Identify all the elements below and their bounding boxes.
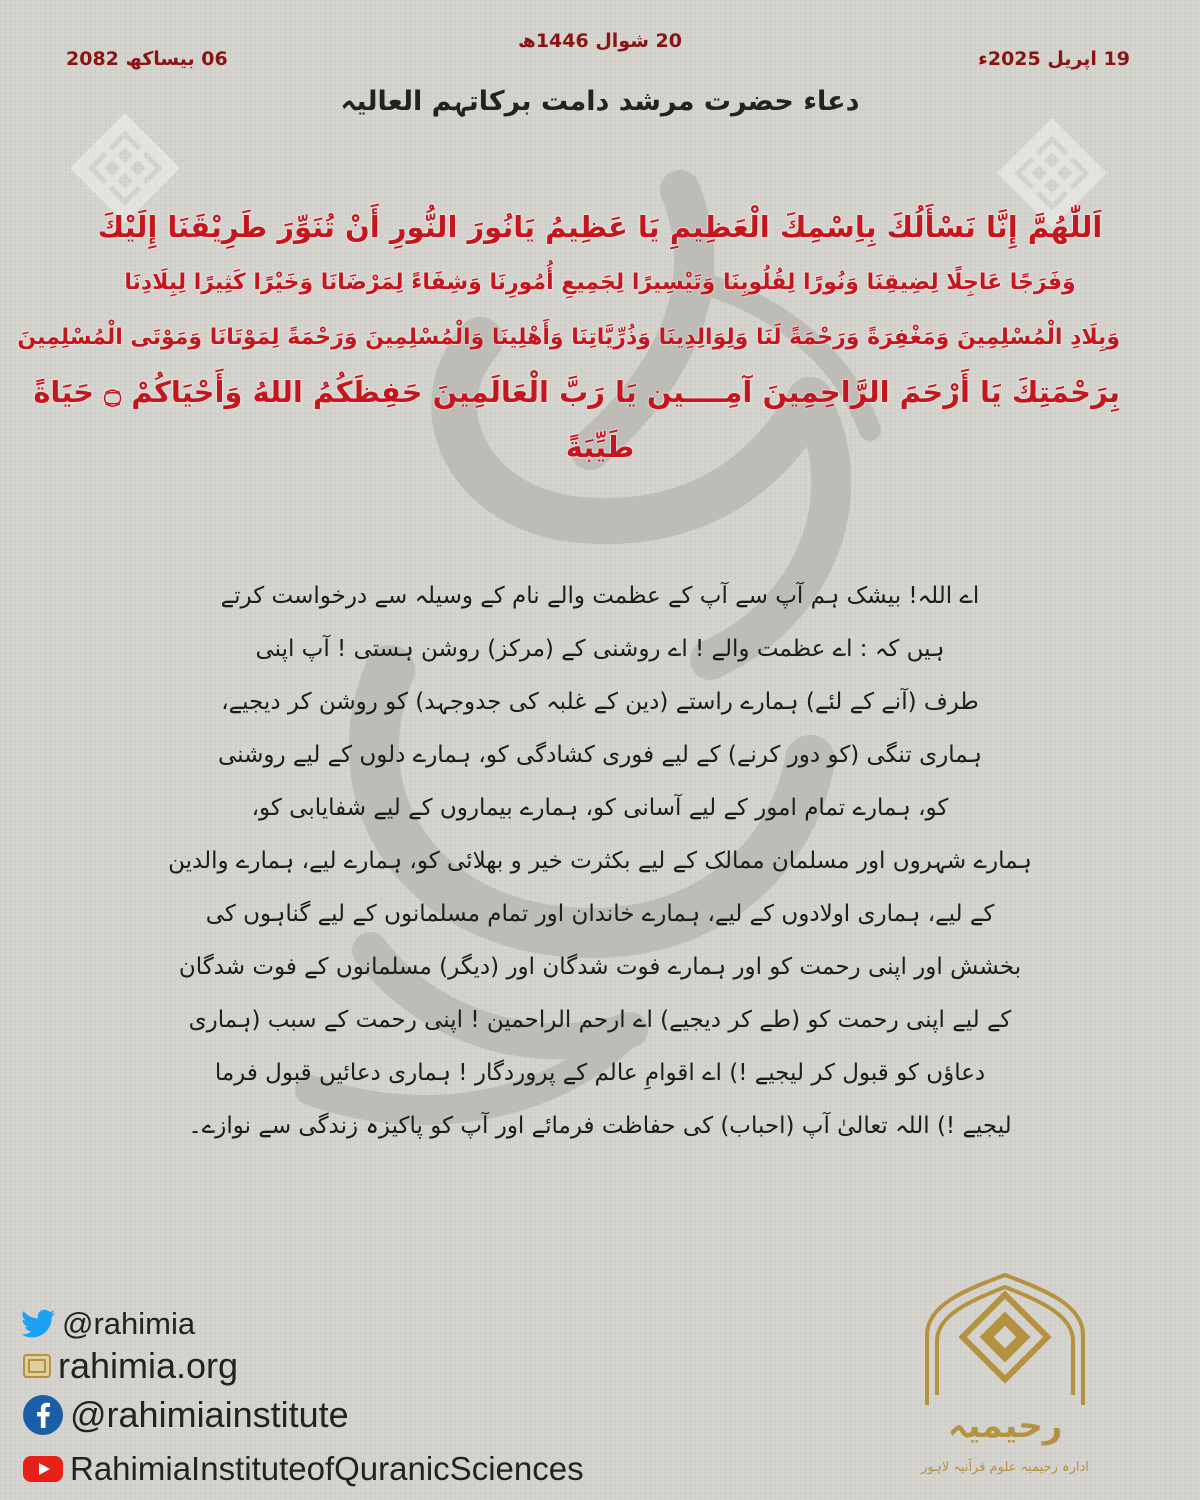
gregorian-date: 19 اپریل 2025ء [978,48,1130,70]
logo-subtitle: ادارہ رحیمیہ علوم قرآنیہ لاہور [921,1460,1089,1475]
urdu-translation-line: اے اللہ! بیشک ہم آپ سے آپ کے عظمت والے نام کے وسیلہ سے درخواست کرتے [220,583,980,609]
arabic-dua-line: بِرَحْمَتِكَ يَا أَرْحَمَ الرَّاحِمِينَ آمِــــين يَا رَبَّ الْعَالَمِينَ حَفِظَكُمُ اللهُ وَأَحْيَاكُمْ ۝ حَيَاةً [33,375,1120,409]
arabic-dua-line: وَبِلَادِ الْمُسْلِمِينَ وَمَغْفِرَةً وَرَحْمَةً لَنَا وَلِوَالِدِينَا وَذُرِّيَّاتِنَا وَأَهْلِينَا وَالْمُسْلِمِينَ وَرَحْمَةً لِمَوْتَانَا وَمَوْتَى الْمُسْلِمِينَ [17,325,1120,350]
urdu-translation-line: لیجیے !) اللہ تعالیٰ آپ (احباب) کی حفاظت فرمائے اور آپ کو پاکیزہ زندگی سے نوازے۔ [188,1113,1012,1139]
urdu-translation-line: ہماری تنگی (کو دور کرنے) کے لیے فوری کشادگی کو، ہمارے دلوں کے لیے روشنی [218,742,982,768]
urdu-translation-line: طرف (آنے کے لئے) ہمارے راستے (دین کے غلبہ کی جدوجہد) کو روشن کر دیجیے، [221,689,979,715]
facebook-icon [22,1394,64,1436]
rahimia-logo-icon [915,1265,1095,1490]
website-url: rahimia.org [58,1345,239,1386]
urdu-translation-line: بخشش اور اپنی رحمت کو اور ہمارے فوت شدگان اور (دیگر) مسلمانوں کے فوت شدگان [178,954,1022,980]
urdu-translation-line: ہیں کہ : اے عظمت والے ! اے روشنی کے (مرکز) روشن ہستی ! آپ اپنی [255,636,945,662]
urdu-translation [150,570,1050,1153]
facebook-link[interactable] [22,1394,349,1436]
twitter-handle: @rahimia [62,1306,196,1341]
urdu-translation-line: کو، ہمارے تمام امور کے لیے آسانی کو، ہمارے بیماروں کے لیے شفایابی کو، [251,795,949,821]
website-icon [22,1351,52,1381]
urdu-translation-line: دعاؤں کو قبول کر لیجیے !) اے اقوامِ عالم کے پروردگار ! ہماری دعائیں قبول فرما [214,1060,986,1086]
twitter-link[interactable] [22,1306,195,1342]
youtube-channel: RahimiaInstituteofQuranicSciences [70,1450,584,1487]
urdu-translation-line: کے لیے، ہماری اولادوں کے لیے، ہمارے خاندان اور تمام مسلمانوں کے لیے گناہوں کی [205,901,995,927]
logo-name: رحیمیہ [947,1406,1063,1446]
bikrami-date: 06 بیساکھ 2082 [66,48,228,70]
arabic-dua-line: وَفَرَجًا عَاجِلًا لِضِيقِنَا وَنُورًا لِقُلُوبِنَا وَتَيْسِيرًا لِجَمِيعِ أُمُورِنَا وَشِفَاءً لِمَرْضَانَا وَخَيْرًا كَثِيرًا لِبِلَادِنَا [124,270,1076,295]
twitter-icon [22,1309,56,1339]
urdu-translation-line: ہمارے شہروں اور مسلمان ممالک کے لیے بکثرت خیر و بھلائی کو، ہمارے لیے، ہمارے والدین [168,848,1032,874]
page-title: دعاء حضرت مرشد دامت برکاتہم العالیہ [340,86,860,117]
urdu-translation-line: کے لیے اپنی رحمت کو (طے کر دیجیے) اے ارحم الراحمین ! اپنی رحمت کے سبب (ہماری [188,1007,1012,1033]
arabic-dua [17,200,1120,475]
website-link[interactable] [22,1345,238,1387]
youtube-icon [22,1454,64,1484]
facebook-handle: @rahimiainstitute [70,1394,349,1435]
arabic-dua-line: طَيِّبَةً [565,430,635,464]
youtube-link[interactable] [22,1450,584,1488]
hijri-date: 20 شوال 1446ھ [518,30,682,52]
arabic-dua-line: اَللّٰهُمَّ إِنَّا نَسْأَلُكَ بِاِسْمِكَ الْعَظِيمِ يَا عَظِيمُ يَانُورَ النُّورِ أَنْ تُنَوِّرَ طَرِيْقَنَا إِلَيْكَ [97,210,1103,244]
